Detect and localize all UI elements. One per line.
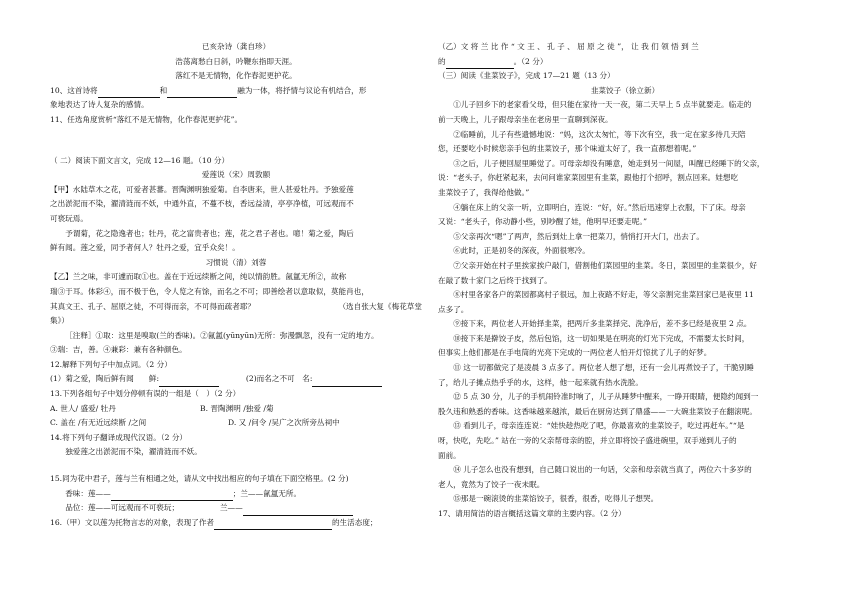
question-13: 13.下列各组句子中划分停顿有误的一组是（ ）（2 分） [50,389,241,399]
answer-blank[interactable] [214,519,332,530]
paragraph-line: ⑦父亲开始在村子里挨家挨户敲门，借割他们菜园里的韭菜。冬日，菜园里的韭菜很少，好 [453,260,757,270]
text-line: 鲜有闻。莲之爱，同予者何人？牡丹之爱，宜乎众矣！。 [50,243,240,253]
text-line: 之出淤泥而不染，濯清涟而不妖，中通外直，不蔓不枝，香远益清，亭亭净植，可远观而不 [50,199,354,209]
paragraph-line: ④躺在床上的父亲一听，立即明白，连说：“好，好。”然后迅速穿上衣服，下了床。母亲 [453,202,746,212]
text-line: 其真文王、孔子、屈原之徒，不可得而亲，不可得而疏者耶？ （选自张大复《梅花草堂 [50,301,422,311]
text-line: 【乙】兰之味，非可遽而取①也。盖在于近远续断之间，纯以情韵胜。氤氲无所②，故称 [50,272,347,282]
paragraph-line: ⑮那是一碗滚烫的韭菜馅饺子，很香，很香，吃得儿子想哭。 [453,494,659,504]
paragraph-line: 说：“老头子，你赶紧起来，去问问谁家菜园里有韭菜，跟他打个招呼，割点回来。娃想吃 [438,173,739,183]
text-line: 予谓菊，花之隐逸者也；牡丹，花之富贵者也；莲，花之君子者也。噫！菊之爱，陶后 [65,228,354,238]
paragraph-line: 您，还要吃小时候您亲手包的韭菜饺子，那个味道太好了，我一直都想着呢。” [438,144,697,154]
text-line: 【甲】水陆草木之花，可爱者甚蕃。晋陶渊明独爱菊。自李唐来，世人甚爱牡丹。予独爱莲 [50,184,354,194]
question-15: 15.同为花中君子，莲与兰有相通之处，请从文中找出相应的句子填在下面空格里。(2 分) [50,474,349,484]
paragraph-line: ⑪ 这一切都做完了是凌晨 3 点多了。两位老人想了想，还有一会儿再煮饺子了，干脆别睡 [453,363,754,373]
poem-line: 浩荡离愁白日斜，吟鞭东指即天涯。 [175,56,297,66]
paragraph-line: 但事实上他们都是在手电筒的光亮下完成的一两位老人怕开灯惊扰了儿子的好梦。 [438,348,712,358]
text-source: 集》） [50,316,69,326]
paragraph-line: 呀，快吃，先吃。” 站在一旁的父亲帮母亲的腔，并立即将饺子盛进碗里，双手递到儿子的 [438,436,737,446]
question-10-cont: 象地表达了诗人复杂的感情。 [50,100,149,110]
text-line: 可亵玩焉。 [50,213,88,223]
paragraph-line: ⑭ 儿子怎么也没有想到，自己随口说出的一句话，父亲和母亲就当真了，两位六十多岁的 [453,465,752,475]
option-a[interactable]: A. 世人/ 盛爱/ 牡丹 [50,403,116,413]
option-c[interactable]: C. 盖在 /有无近远续断 /之间 [50,418,147,428]
poem-line: 落红不是无情物，化作春泥更护花。 [175,71,297,81]
answer-space[interactable] [50,460,422,472]
paragraph-line: 了，给儿子摊点热乎乎的水，这样，他一起来就有热水洗脸。 [438,377,644,387]
answer-space[interactable] [50,128,422,154]
question-11: 11、任选角度赏析“落红不是无情物，化作春泥更护花”。 [50,114,243,124]
question-10: 10、这首诗将 和 融为一体，将抒情与议论有机结合，形 [50,84,422,99]
paragraph-line: ⑫ 5 点 30 分，儿子的手机闹铃准时响了，儿子从睡梦中醒来，一睁开眼睛，便隐约闻到一 [453,392,759,402]
question-16-cont: （乙）文 将 兰 比 作 “ 文 王 、 孔 子 、 屈 原 之 徒 ”， 让 我 们 领 悟 到 兰 [438,42,699,51]
paragraph-line: ⑬ 看到儿子，母亲连连说：“娃快趁热吃了吧，你最喜欢的韭菜饺子，吃过再赶车。”“是 [453,421,745,431]
paragraph-line: 韭菜饺子了，我得给他做。” [438,187,530,197]
paragraph-line: ⑤父亲再次“嗯”了两声，然后到灶上拿一把菜刀，悄悄打开大门，出去了。 [453,231,704,241]
question-16-cont: 的 。（2 分） [438,55,812,70]
question-12: 12.解释下列句子中加点词。（2 分） [50,359,172,369]
question-14: 14.将下列句子翻译成现代汉语。（2 分） [50,432,188,442]
answer-blank[interactable] [312,376,382,387]
text-title: 习惯说（清）刘蓉 [205,257,267,267]
text-title: 爱莲说（宋）周敦颐 [201,170,271,180]
text-line: 瑞③于耳。体彩④，而不极于色，令人览之有馀，而名之不可；即善绘者以意取似，莫能肖也， [50,286,369,296]
paragraph-line: 在敲了数十家门之后终于找到了。 [438,275,552,285]
question-16: 16.（甲）文以莲为托物言志的对象，表现了作者 的生活态度； [50,516,422,531]
option-b[interactable]: B. 晋陶渊明 /独爱 /菊 [200,403,274,413]
text-title: 韭菜饺子（徐立新） [590,85,660,95]
answer-blank[interactable] [243,505,353,516]
section-2-heading: （ 二）阅读下面文言文，完成 12—16 题。（10 分） [50,155,230,165]
note-line: ［注释］①取：这里是嗅取(兰的香味)。②氤氲(yūnyūn)无所：弥漫飘忽，没有一定的地方。 [65,330,379,340]
option-row [50,402,422,417]
paragraph-line: 前一天晚上，儿子跟母亲坐在老房里一直聊到深夜。 [438,114,613,124]
paragraph-line: 面前。 [438,450,461,460]
paragraph-line: 股久违和熟悉的香味。这香味越来越浓，最后在厨房达到了鼎盛——一大碗韭菜饺子在翻滚呢。 [438,406,757,416]
paragraph-line: 又说：“老头子，你动静小些，别吵醒了娃，他明早还要走呢。” [438,217,647,227]
poem-title: 已亥杂诗（龚自珍） [201,42,271,51]
section-3-heading: （三）阅读《韭菜饺子》，完成 17—21 题（13 分） [438,71,615,81]
left-column [50,40,422,530]
paragraph-line: ③之后，儿子便回屋里睡觉了。可母亲却没有睡意，她走到另一间屋，叫醒已经睡下的父亲， [453,158,765,168]
answer-blank[interactable] [111,490,233,501]
answer-blank[interactable] [446,58,514,69]
paragraph-line: ⑨接下来，两位老人开始择韭菜，把两斤多韭菜择完、洗净后，差不多已经是夜里 2 点。 [453,319,752,329]
option-row [50,416,422,431]
answer-blank[interactable] [98,87,160,98]
paragraph-line: ②临睡前，儿子有些遗憾地说：“妈，这次太匆忙，等下次有空，我一定在家多待几天陪 [453,129,746,139]
question-15-line1: 香味：莲—— ；兰——氤氲无所。 [50,487,422,502]
answer-blank[interactable] [159,376,219,387]
question-12-items: (1）菊之爱，陶后鲜有闻 鲜: (2)而名之不可 名: [50,372,422,387]
option-d[interactable]: D. 又 /问令 /吴广之次所旁丛祠中 [228,418,340,428]
paragraph-line: ⑥此时，正是初冬的深夜，外面很寒冷。 [453,246,590,256]
paragraph-line: ⑧村里各家各户的菜园都离村子很远，加上夜路不好走，等父亲割完韭菜回家已是夜里 11 [453,290,754,300]
question-14-sentence: 独爱莲之出淤泥而不染，濯清涟而不妖。 [65,447,202,457]
question-15-line2: 品位：莲——可远观而不可亵玩； 兰—— [50,501,422,516]
paragraph-line: ⑩接下来是擀饺子皮，然后包馅，这一切如果是在明亮的灯光下完成，不需要太长时间， [453,333,750,343]
question-17: 17、请用简洁的语言概括这篇文章的主要内容。（2 分） [438,509,626,518]
paragraph-line: ①儿子回乡下的老家看父母，但只能在家待一天一夜，第二天早上 5 点半就要走。临走的 [453,100,752,110]
note-line: ③瑞：吉，善。④兼彩：兼有各种颜色。 [50,345,187,355]
answer-blank[interactable] [167,87,237,98]
paragraph-line: 老人，竟然为了饺子一夜未眠。 [438,479,545,489]
right-column [438,40,812,522]
paragraph-line: 点多了。 [438,304,469,314]
